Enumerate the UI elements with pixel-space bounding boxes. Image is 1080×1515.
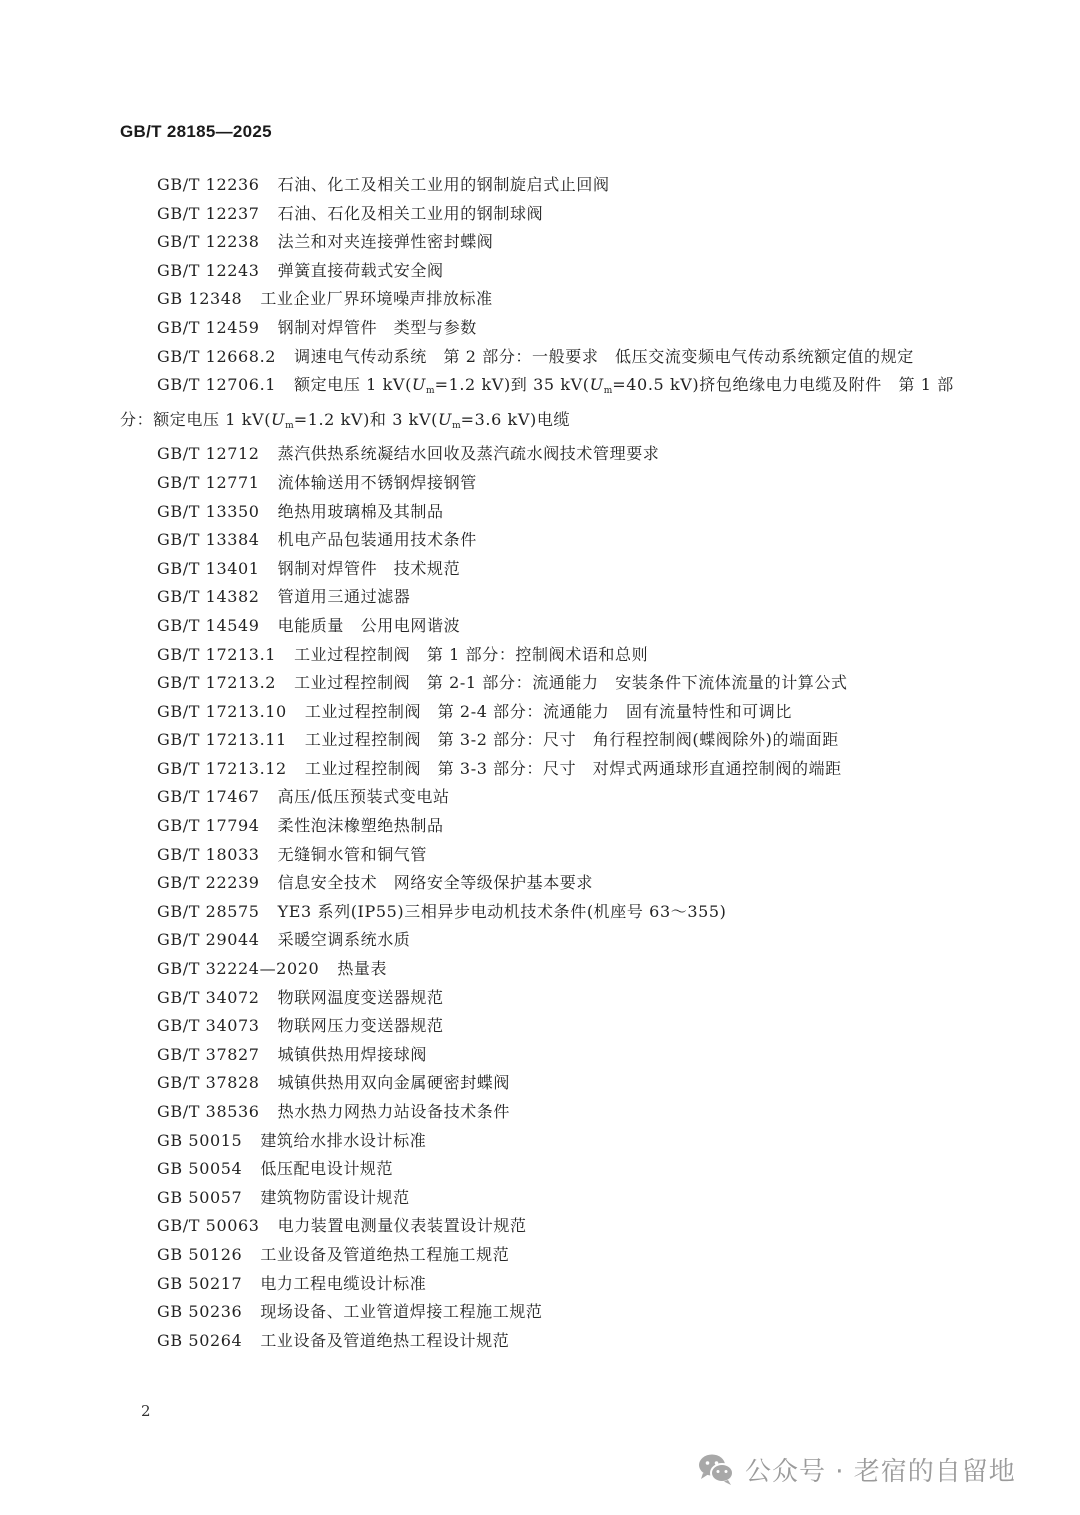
ref-title: 柔性泡沫橡塑绝热制品 xyxy=(277,816,444,836)
ref-entry xyxy=(120,1069,960,1098)
ref-title: 工业过程控制阀 第 3-2 部分：尺寸 角行程控制阀(蝶阀除外)的端面距 xyxy=(304,730,839,750)
symbol-u: U xyxy=(411,375,427,395)
symbol-u: U xyxy=(437,409,453,429)
ref-entry xyxy=(120,314,960,343)
ref-code: GB/T 17794 xyxy=(157,816,260,836)
ref-entry xyxy=(120,812,960,841)
ref-entry xyxy=(120,698,960,727)
ref-code: GB/T 32224—2020 xyxy=(157,959,320,979)
ref-entry xyxy=(120,526,960,555)
ref-title: 法兰和对夹连接弹性密封蝶阀 xyxy=(277,232,494,252)
ref-title: 工业企业厂界环境噪声排放标准 xyxy=(260,289,493,309)
ref-code: GB/T 12706.1 xyxy=(157,375,277,395)
ref-code: GB/T 17213.11 xyxy=(157,730,287,750)
ref-title-part: =3.6 kV)电缆 xyxy=(460,409,571,429)
ref-entry xyxy=(120,726,960,755)
ref-title: 调速电气传动系统 第 2 部分：一般要求 低压交流变频电气传动系统额定值的规定 xyxy=(294,346,914,366)
ref-title: 工业过程控制阀 第 2-4 部分：流通能力 固有流量特性和可调比 xyxy=(304,701,792,721)
ref-entry xyxy=(120,343,960,372)
ref-title: 流体输送用不锈钢焊接钢管 xyxy=(277,472,477,492)
ref-entry xyxy=(120,612,960,641)
ref-code: GB 50264 xyxy=(157,1330,243,1350)
ref-entry xyxy=(120,984,960,1013)
ref-entry xyxy=(120,171,960,200)
ref-title: 电力工程电缆设计标准 xyxy=(260,1273,427,1293)
ref-code: GB 50015 xyxy=(157,1130,243,1150)
ref-entry xyxy=(120,583,960,612)
ref-code: GB 50057 xyxy=(157,1187,243,1207)
ref-code: GB/T 12459 xyxy=(157,317,260,337)
ref-code: GB/T 28575 xyxy=(157,901,260,921)
ref-title: 低压配电设计规范 xyxy=(260,1159,394,1179)
ref-code: GB/T 12238 xyxy=(157,232,260,252)
ref-title: 采暖空调系统水质 xyxy=(277,930,411,950)
ref-entry xyxy=(120,1155,960,1184)
ref-entry xyxy=(120,1041,960,1070)
symbol-u: U xyxy=(589,375,604,395)
ref-entry xyxy=(120,1212,960,1241)
watermark xyxy=(697,1452,1016,1486)
ref-title: 建筑物防雷设计规范 xyxy=(260,1187,410,1207)
ref-title: 城镇供热用双向金属硬密封蝶阀 xyxy=(277,1073,510,1093)
ref-entry xyxy=(120,1098,960,1127)
ref-code: GB/T 29044 xyxy=(157,930,260,950)
ref-title: 物联网压力变送器规范 xyxy=(277,1016,444,1036)
ref-title: 工业过程控制阀 第 3-3 部分：尺寸 对焊式两通球形直通控制阀的端距 xyxy=(304,758,842,778)
ref-code: GB/T 13401 xyxy=(157,558,260,578)
ref-entry xyxy=(120,257,960,286)
ref-code: GB/T 14382 xyxy=(157,587,260,607)
ref-code: GB/T 17213.12 xyxy=(157,758,287,778)
ref-code: GB/T 37828 xyxy=(157,1073,260,1093)
ref-entry xyxy=(120,755,960,784)
ref-title: 工业过程控制阀 第 1 部分：控制阀术语和总则 xyxy=(294,644,649,664)
ref-title: 无缝铜水管和铜气管 xyxy=(277,844,427,864)
ref-code: GB/T 12236 xyxy=(157,175,260,194)
ref-title: 绝热用玻璃棉及其制品 xyxy=(277,501,444,521)
ref-title: 高压/低压预装式变电站 xyxy=(277,787,450,807)
ref-entry xyxy=(120,869,960,898)
ref-code: GB/T 18033 xyxy=(157,844,260,864)
ref-title: 信息安全技术 网络安全等级保护基本要求 xyxy=(277,873,593,893)
ref-entry xyxy=(120,469,960,498)
ref-entry xyxy=(120,1012,960,1041)
ref-entry xyxy=(120,498,960,527)
ref-code: GB/T 17213.1 xyxy=(157,644,277,664)
ref-entry xyxy=(120,641,960,670)
ref-code: GB/T 17213.2 xyxy=(157,673,277,693)
document-header: GB/T 28185—2025 xyxy=(120,122,272,141)
ref-entry xyxy=(120,555,960,584)
ref-code: GB/T 38536 xyxy=(157,1102,260,1121)
ref-title: 弹簧直接荷载式安全阀 xyxy=(277,260,444,280)
ref-code: GB/T 13350 xyxy=(157,501,260,521)
ref-title: 城镇供热用焊接球阀 xyxy=(277,1044,427,1064)
ref-title: 钢制对焊管件 类型与参数 xyxy=(277,317,477,337)
ref-title: 石油、化工及相关工业用的钢制旋启式止回阀 xyxy=(277,175,610,194)
ref-code: GB/T 34073 xyxy=(157,1016,260,1036)
ref-code: GB/T 34072 xyxy=(157,987,260,1007)
ref-entry xyxy=(120,228,960,257)
ref-entry xyxy=(120,1127,960,1156)
ref-entry xyxy=(120,669,960,698)
ref-entry xyxy=(120,1270,960,1299)
ref-title: 石油、石化及相关工业用的钢制球阀 xyxy=(277,203,544,223)
ref-title: 热量表 xyxy=(337,959,388,979)
symbol-u: U xyxy=(271,409,286,429)
ref-entry xyxy=(120,841,960,870)
ref-title: 电力装置电测量仪表装置设计规范 xyxy=(277,1216,527,1236)
wechat-icon xyxy=(697,1452,735,1486)
ref-code: GB/T 17467 xyxy=(157,787,260,807)
ref-entry xyxy=(120,898,960,927)
ref-code: GB/T 12712 xyxy=(157,444,260,464)
ref-title-part: =1.2 kV)到 35 kV( xyxy=(434,375,590,395)
subscript-m: m xyxy=(452,420,461,431)
ref-title: 蒸汽供热系统凝结水回收及蒸汽疏水阀技术管理要求 xyxy=(277,444,660,464)
ref-title-part: =40.5 kV)挤包绝缘电力电缆及附件 第 1 部分：额定电压 1 kV( xyxy=(120,375,954,429)
ref-code: GB/T 13384 xyxy=(157,530,260,550)
ref-title: 物联网温度变送器规范 xyxy=(277,987,444,1007)
ref-code: GB/T 14549 xyxy=(157,615,260,635)
ref-title-part: =1.2 kV)和 3 kV( xyxy=(293,409,438,429)
ref-title: 机电产品包装通用技术条件 xyxy=(277,530,477,550)
ref-code: GB/T 12243 xyxy=(157,260,260,280)
ref-title: 现场设备、工业管道焊接工程施工规范 xyxy=(260,1302,543,1322)
ref-code: GB/T 37827 xyxy=(157,1044,260,1064)
ref-entry xyxy=(120,200,960,229)
ref-entry xyxy=(120,1184,960,1213)
ref-entry xyxy=(120,285,960,314)
ref-entry xyxy=(120,955,960,984)
ref-code: GB 50236 xyxy=(157,1302,243,1322)
ref-code: GB/T 50063 xyxy=(157,1216,260,1236)
ref-code: GB/T 12237 xyxy=(157,203,260,223)
ref-title: 工业过程控制阀 第 2-1 部分：流通能力 安装条件下流体流量的计算公式 xyxy=(294,673,848,693)
ref-code: GB 12348 xyxy=(157,289,243,309)
ref-entry xyxy=(120,1327,960,1356)
ref-code: GB 50054 xyxy=(157,1159,243,1179)
subscript-m: m xyxy=(285,420,294,431)
ref-code: GB/T 12771 xyxy=(157,472,260,492)
ref-code: GB 50217 xyxy=(157,1273,243,1293)
ref-code: GB 50126 xyxy=(157,1244,243,1264)
ref-code: GB/T 12668.2 xyxy=(157,346,277,366)
ref-entry xyxy=(120,1241,960,1270)
ref-code: GB/T 22239 xyxy=(157,873,260,893)
ref-title: YE3 系列(IP55)三相异步电动机技术条件(机座号 63～355) xyxy=(277,901,727,921)
subscript-m: m xyxy=(426,386,435,397)
ref-entry xyxy=(120,783,960,812)
ref-entry-cable xyxy=(120,371,960,440)
ref-title: 钢制对焊管件 技术规范 xyxy=(277,558,461,578)
ref-title: 工业设备及管道绝热工程设计规范 xyxy=(260,1330,510,1350)
ref-title: 热水热力网热力站设备技术条件 xyxy=(277,1102,510,1121)
normative-references-list xyxy=(120,171,960,1355)
ref-title: 管道用三通过滤器 xyxy=(277,587,411,607)
ref-title-part: 额定电压 1 kV( xyxy=(294,375,412,395)
ref-entry xyxy=(120,1298,960,1327)
page-number: 2 xyxy=(141,1402,151,1420)
ref-code: GB/T 17213.10 xyxy=(157,701,287,721)
ref-title: 工业设备及管道绝热工程施工规范 xyxy=(260,1244,510,1264)
watermark-text: 公众号 · 老宿的自留地 xyxy=(745,1456,1016,1487)
ref-entry xyxy=(120,926,960,955)
ref-entry xyxy=(120,440,960,469)
ref-title: 电能质量 公用电网谐波 xyxy=(277,615,461,635)
ref-title: 建筑给水排水设计标准 xyxy=(260,1130,427,1150)
subscript-m: m xyxy=(603,386,613,397)
